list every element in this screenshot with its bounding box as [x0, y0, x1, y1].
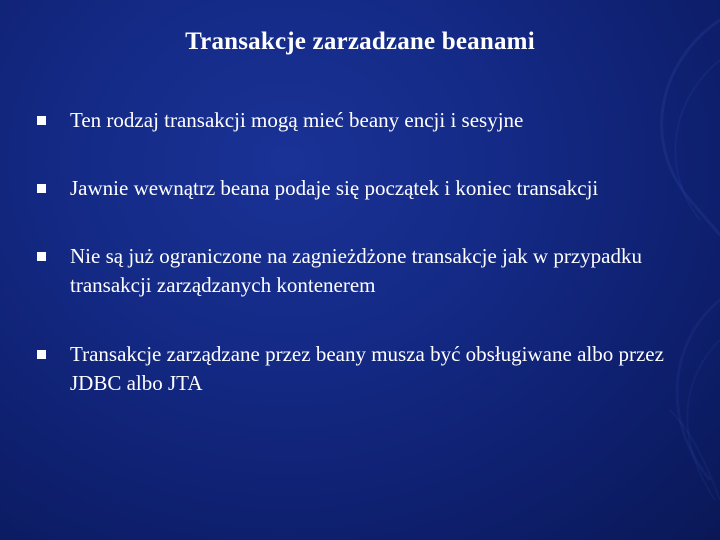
bullet-text: Transakcje zarządzane przez beany musza być obsługiwane albo przez JDBC albo JTA — [70, 342, 664, 395]
square-bullet-icon — [37, 116, 46, 125]
bullet-list — [36, 106, 676, 437]
list-item — [36, 340, 676, 398]
list-item — [36, 242, 676, 300]
bullet-text: Jawnie wewnątrz beana podaje się początek i koniec transakcji — [70, 176, 599, 200]
bullet-text: Nie są już ograniczone na zagnieżdżone transakcje jak w przypadku transakcji zarządzanych kontenerem — [70, 244, 642, 297]
square-bullet-icon — [37, 184, 46, 193]
square-bullet-icon — [37, 252, 46, 261]
slide-title: Transakcje zarzadzane beanami — [185, 28, 535, 55]
bullet-text: Ten rodzaj transakcji mogą mieć beany encji i sesyjne — [70, 108, 524, 132]
list-item — [36, 174, 676, 203]
square-bullet-icon — [37, 350, 46, 359]
list-item — [36, 106, 676, 135]
